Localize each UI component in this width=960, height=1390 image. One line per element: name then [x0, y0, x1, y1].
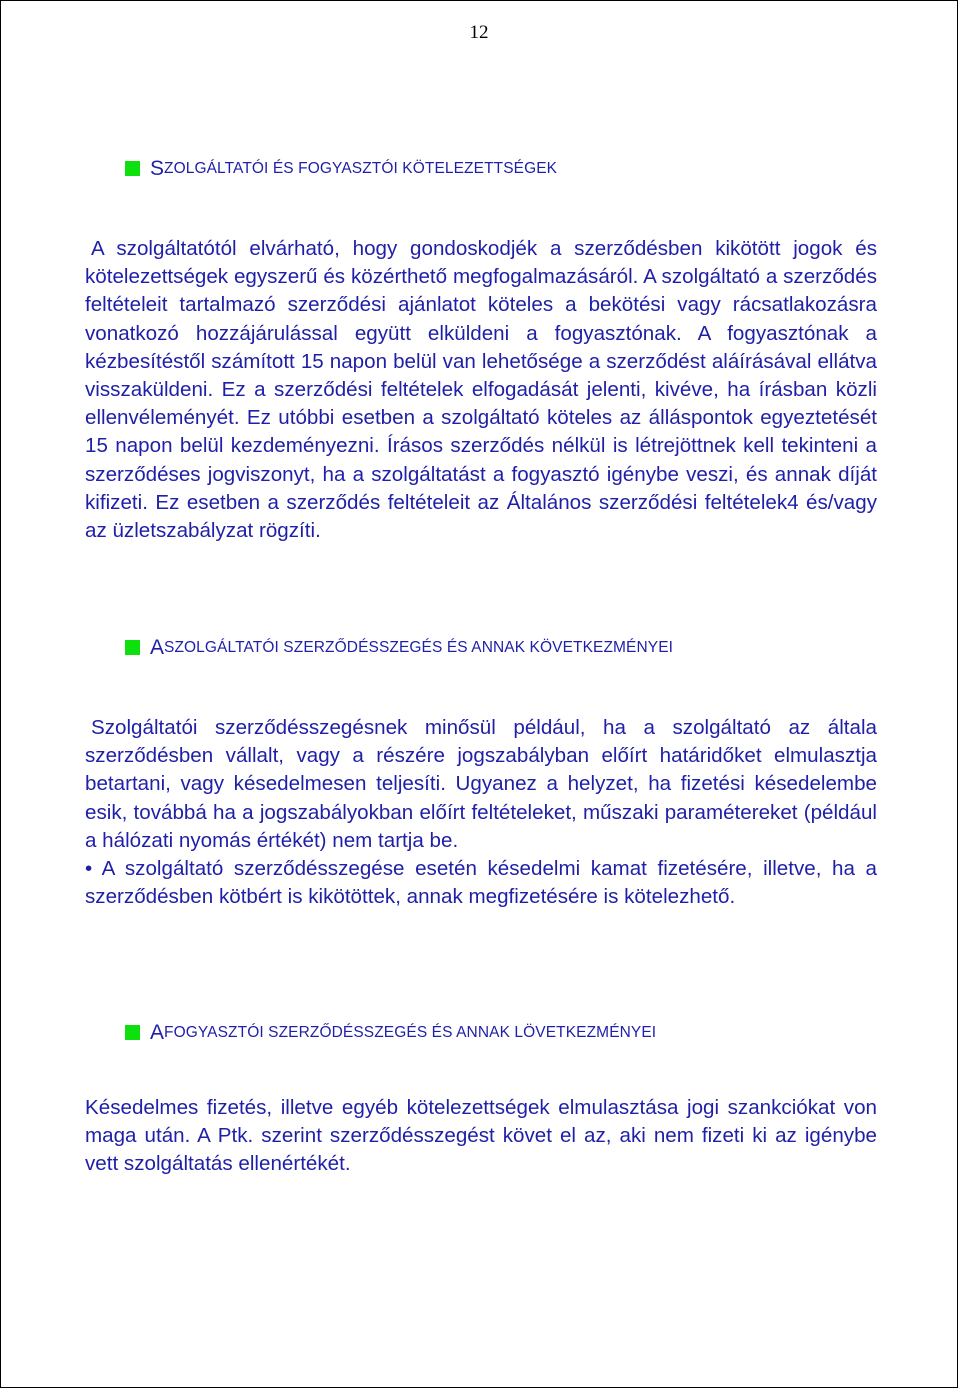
paragraph-provider-breach [85, 714, 877, 911]
paragraph-obligations [85, 235, 877, 545]
heading-initial: A [150, 636, 165, 659]
heading-initial: S [150, 157, 165, 180]
green-square-bullet-icon [125, 640, 140, 655]
heading-initial: A [150, 1021, 165, 1044]
section-heading-obligations [125, 158, 557, 179]
heading-rest: FOGYASZTÓI SZERZŐDÉSSZEGÉS ÉS ANNAK LÖVETKEZMÉNYEI [164, 1023, 657, 1041]
section-heading-provider-breach [125, 637, 673, 658]
green-square-bullet-icon [125, 161, 140, 176]
page-number: 12 [469, 22, 489, 43]
paragraph-text-block [85, 714, 877, 855]
green-square-bullet-icon [125, 1025, 140, 1040]
heading-rest: SZOLGÁLTATÓI SZERZŐDÉSSZEGÉS ÉS ANNAK KÖVETKEZMÉNYEI [164, 638, 674, 656]
bullet-item [85, 855, 877, 911]
paragraph-text: Késedelmes fizetés, illetve egyéb kötelezettségek elmulasztása jogi szankciókat von maga után. A Ptk. szerint szerződésszegést követ el az, aki nem fizeti ki az igénybe vett szolgáltatás ellenértékét. [85, 1096, 877, 1176]
heading-rest: ZOLGÁLTATÓI ÉS FOGYASZTÓI KÖTELEZETTSÉGEK [164, 159, 558, 177]
paragraph-text: • A szolgáltató szerződésszegése esetén késedelmi kamat fizetésére, illetve, ha a szerződésben kötbért is kikötöttek, annak megfizetésére is kötelezhető. [85, 857, 877, 909]
paragraph-consumer-breach [85, 1094, 877, 1179]
section-heading-consumer-breach [125, 1022, 656, 1043]
paragraph-text: Szolgáltatói szerződésszegésnek minősül például, ha a szolgáltató az általa szerződésben vállalt, vagy a részére jogszabályban előírt határidőket elmulasztja betartani, vagy késedelmesen teljesíti. Ugyanez a helyzet, ha fizetési késedelembe esik, továbbá ha a jogszabályokban előírt feltételeket, műszaki paramétereket (például a hálózati nyomás értékét) nem tartja be. [85, 716, 877, 852]
paragraph-text: A szolgáltatótól elvárható, hogy gondoskodjék a szerződésben kikötött jogok és kötelezettségek egyszerű és közérthető megfogalmazásáról. A szolgáltató a szerződés feltételeit tartalmazó szerződési ajánlatot köteles a bekötési vagy rácsatlakozásra vonatkozó hozzájárulással együtt elküldeni a fogyasztónak. A fogyasztónak a kézbesítéstől számított 15 napon belül van lehetősége a szerződést aláírásával ellátva visszaküldeni. Ez a szerződési feltételek elfogadását jelenti, kivéve, ha írásban közli ellenvéleményét. Ez utóbbi esetben a szolgáltató köteles az álláspontok egyeztetését 15 napon belül kezdeményezni. Írásos szerződés nélkül is létrejöttnek kell tekinteni a szerződéses jogviszonyt, ha a szolgáltatást a fogyasztó igénybe veszi, és annak díját kifizeti. Ez esetben a szerződés feltételeit az Általános szerződési feltételek4 és/vagy az üzletszabályzat rögzíti. [85, 237, 877, 543]
